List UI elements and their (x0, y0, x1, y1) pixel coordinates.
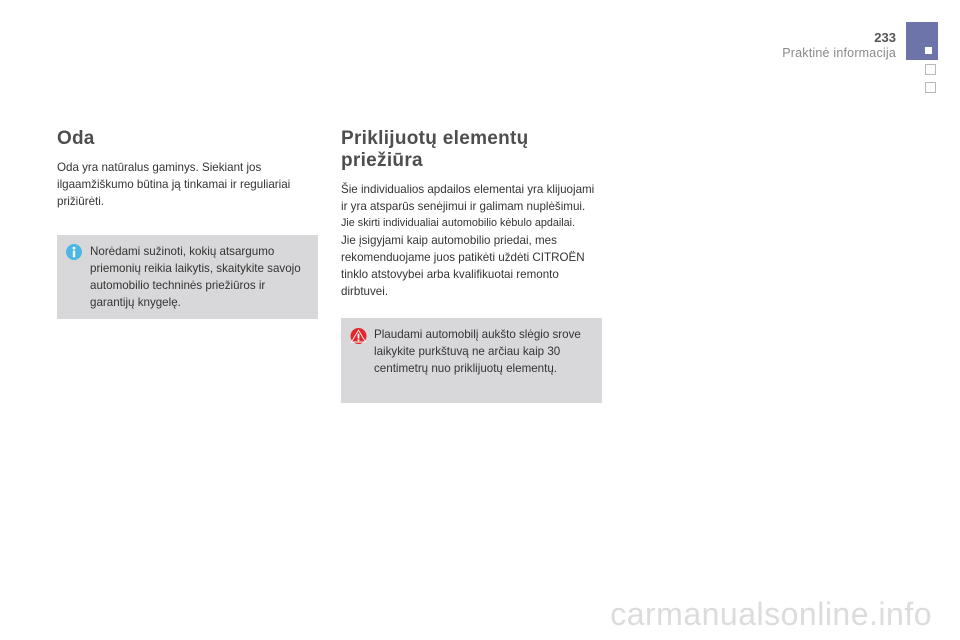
page-number: 233 (874, 30, 896, 45)
adhesive-paragraph-2: Jie skirti individualiai automobilio kėbulo apdailai. (341, 217, 576, 229)
adhesive-paragraph-3: Jie įsigyjami kaip automobilio priedai, mes rekomenduojame juos patikėti uždėti CITROËN tinklo atstovybei arba kvalifikuotai remonto dirbtuvei. (341, 234, 585, 298)
chapter-nav-box-1[interactable] (925, 64, 936, 75)
watermark: carmanualsonline.info (610, 596, 932, 632)
right-column (341, 128, 603, 300)
chapter-nav-box-2[interactable] (925, 82, 936, 93)
info-box (57, 235, 318, 319)
info-icon (66, 244, 82, 260)
oda-paragraph: Oda yra natūralus gaminys. Siekiant jos ilgaamžiškumo būtina ją tinkamai ir reguliariai prižiūrėti. (57, 161, 291, 208)
left-column (57, 128, 319, 210)
warning-box (341, 318, 602, 403)
warning-box-text: Plaudami automobilį aukšto slėgio srove laikykite purkštuvą ne arčiau kaip 30 centimetrų nuo priklijuotų elementų. (374, 328, 581, 375)
section-heading-oda: Oda (57, 128, 95, 149)
info-box-text: Norėdami sužinoti, kokių atsargumo priemonių reikia laikytis, skaitykite savojo automobilio techninės priežiūros ir garantijų knygelę. (90, 245, 301, 309)
warning-icon (350, 328, 367, 344)
chapter-nav-tab[interactable] (906, 22, 938, 60)
adhesive-paragraph-1: Šie individualios apdailos elementai yra klijuojami ir yra atsparūs senėjimui ir galimam nuplėšimui. (341, 183, 595, 213)
section-label: Praktinė informacija (782, 46, 896, 60)
section-heading-adhesive-elements: Priklijuotų elementų priežiūra (341, 128, 529, 171)
active-marker (925, 47, 932, 54)
